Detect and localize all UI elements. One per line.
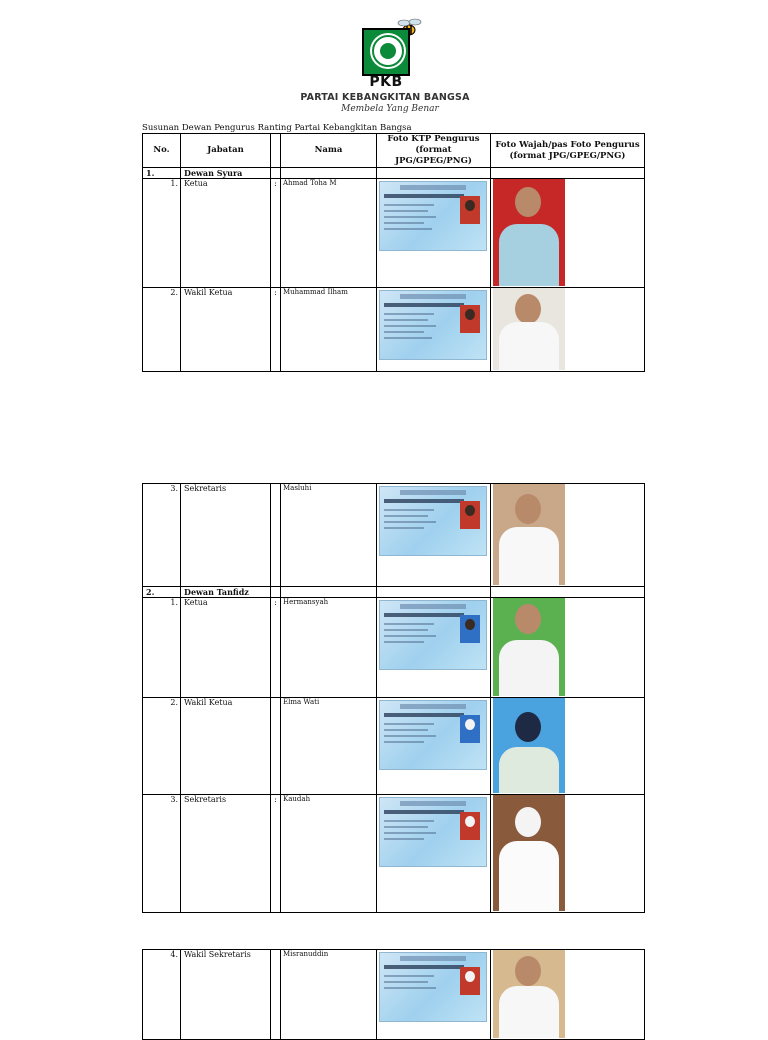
row-jabatan: Ketua: [181, 179, 271, 288]
table-row: [143, 179, 645, 288]
party-logo: [300, 18, 470, 118]
logo-abbr: PKB: [369, 74, 403, 90]
header-no: No.: [143, 134, 181, 168]
face-photo: [493, 288, 565, 370]
row-number: 2.: [143, 698, 181, 795]
section-number: 1.: [143, 168, 181, 179]
table-row: [143, 950, 645, 1040]
section-title: Dewan Tanfidz: [181, 587, 271, 598]
row-colon: :: [271, 288, 281, 372]
row-nama: Hermansyah: [281, 598, 377, 698]
ktp-photo: [379, 290, 487, 360]
face-photo: [493, 179, 565, 286]
row-nama: Kaudah: [281, 795, 377, 913]
table-row: [143, 288, 645, 372]
row-jabatan: Wakil Ketua: [181, 698, 271, 795]
board-table-part-2: [142, 483, 645, 913]
board-table-part-3: [142, 949, 645, 1040]
section-row: [143, 587, 645, 598]
row-jabatan: Ketua: [181, 598, 271, 698]
globe-icon: [372, 35, 404, 67]
ktp-photo: [379, 181, 487, 251]
row-number: 3.: [143, 484, 181, 587]
row-jabatan: Sekretaris: [181, 484, 271, 587]
row-colon: :: [271, 795, 281, 913]
row-number: 1.: [143, 179, 181, 288]
ktp-photo: [379, 700, 487, 770]
row-jabatan: Wakil Ketua: [181, 288, 271, 372]
section-number: 2.: [143, 587, 181, 598]
ktp-photo: [379, 797, 487, 867]
row-number: 1.: [143, 598, 181, 698]
row-nama: Elma Wati: [281, 698, 377, 795]
board-table-part-1: [142, 133, 645, 372]
logo-emblem: [362, 28, 410, 76]
table-header-row: [143, 134, 645, 168]
ktp-photo: [379, 952, 487, 1022]
face-photo: [493, 950, 565, 1038]
header-foto-wajah: Foto Wajah/pas Foto Pengurus (format JPG/GPEG/PNG): [491, 134, 645, 168]
row-colon: :: [271, 179, 281, 288]
document-caption: Susunan Dewan Pengurus Ranting Partai Kebangkitan Bangsa: [142, 123, 412, 133]
ktp-photo: [379, 486, 487, 556]
header-nama: Nama: [281, 134, 377, 168]
row-number: 2.: [143, 288, 181, 372]
face-photo: [493, 598, 565, 696]
section-row: [143, 168, 645, 179]
row-number: 3.: [143, 795, 181, 913]
row-nama: Misranuddin: [281, 950, 377, 1040]
logo-slogan: Membela Yang Benar: [341, 104, 439, 114]
row-nama: Masluhi: [281, 484, 377, 587]
row-jabatan: Sekretaris: [181, 795, 271, 913]
row-nama: Ahmad Toha M: [281, 179, 377, 288]
face-photo: [493, 795, 565, 911]
table-row: [143, 484, 645, 587]
row-number: 4.: [143, 950, 181, 1040]
logo-party-name: PARTAI KEBANGKITAN BANGSA: [300, 92, 470, 103]
table-row: [143, 795, 645, 913]
table-row: [143, 598, 645, 698]
row-colon: :: [271, 598, 281, 698]
table-row: [143, 698, 645, 795]
header-jabatan: Jabatan: [181, 134, 271, 168]
header-foto-ktp: Foto KTP Pengurus (format JPG/GPEG/PNG): [377, 134, 491, 168]
row-nama: Muhammad Ilham: [281, 288, 377, 372]
ktp-photo: [379, 600, 487, 670]
face-photo: [493, 698, 565, 793]
row-jabatan: Wakil Sekretaris: [181, 950, 271, 1040]
face-photo: [493, 484, 565, 585]
section-title: Dewan Syura: [181, 168, 271, 179]
